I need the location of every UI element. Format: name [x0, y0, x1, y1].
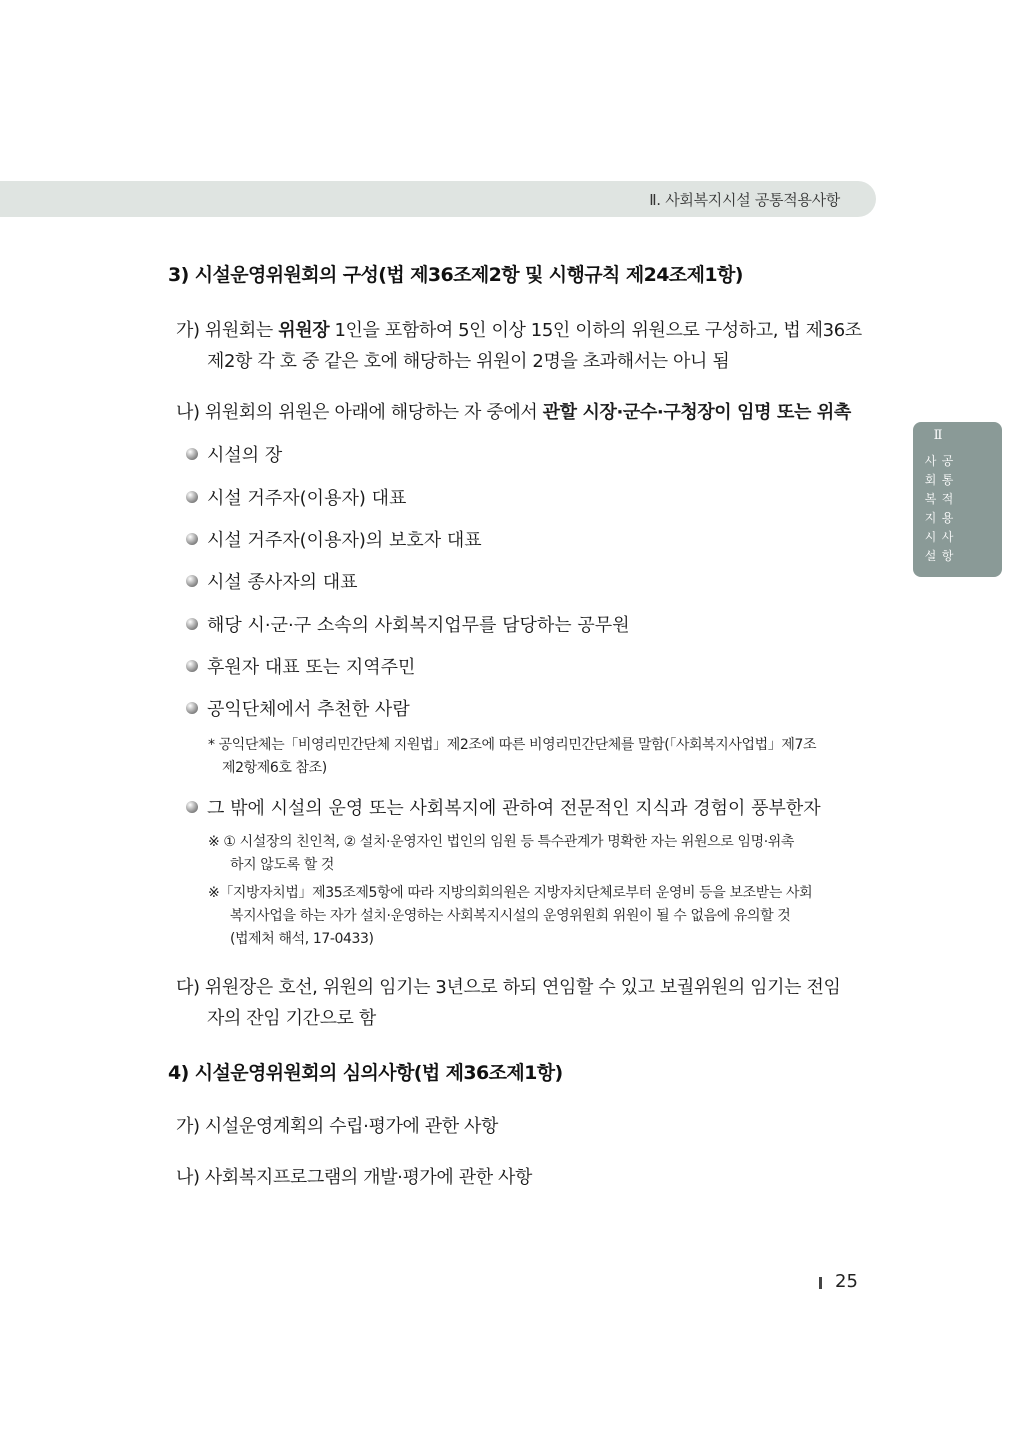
bullet-item [186, 794, 821, 820]
bullet-item [186, 526, 482, 552]
side-tab-char: 적 [941, 492, 954, 506]
note-related-persons-line-1: ※ ① 시설장의 친인척, ② 설치·운영자인 법인의 임원 등 특수관계가 명확한 자는 위원으로 임명·위촉 [208, 834, 795, 850]
bullet-text: 시설 거주자(이용자)의 보호자 대표 [207, 530, 482, 551]
bullet-text: 후원자 대표 또는 지역주민 [207, 657, 416, 678]
bullet-sphere-icon [186, 660, 198, 672]
bullet-text: 해당 시·군·구 소속의 사회복지업무를 담당하는 공무원 [207, 615, 630, 636]
side-tab-char: 공 [941, 454, 954, 468]
bullet-sphere-icon [186, 801, 198, 813]
bullet-item [186, 653, 415, 679]
paragraph-da-line-1: 다) 위원장은 호선, 위원의 임기는 3년으로 하되 연임할 수 있고 보궐위원의 임기는 전임 [176, 977, 841, 998]
running-header-title: Ⅱ. 사회복지시설 공통적용사항 [649, 191, 840, 209]
bullet-item [186, 611, 630, 637]
note-related-persons-line-2: 하지 않도록 할 것 [230, 857, 335, 873]
footnote-public-org-line-2: 제2항제6호 참조) [222, 760, 327, 776]
side-tab-char: 사 [924, 454, 937, 468]
paragraph-ga-suffix: 1인을 포함하여 5인 이상 15인 이하의 위원으로 구성하고, 법 제36조 [329, 320, 862, 341]
bullet-item [186, 695, 410, 721]
bullet-text: 시설 거주자(이용자) 대표 [207, 488, 407, 509]
side-tab-char: 용 [941, 511, 954, 525]
bullet-text: 그 밖에 시설의 운영 또는 사회복지에 관하여 전문적인 지식과 경험이 풍부한자 [207, 798, 821, 819]
side-tab-char: 사 [941, 530, 954, 544]
bullet-sphere-icon [186, 491, 198, 503]
bullet-item [186, 441, 282, 467]
paragraph-na-emphasis: 관할 시장·군수·구청장이 임명 또는 위촉 [542, 402, 851, 423]
running-header [0, 181, 876, 217]
side-tab-char: 항 [941, 549, 954, 563]
section-4-heading: 4) 시설운영위원회의 심의사항(법 제36조제1항) [168, 1062, 563, 1084]
side-tab-char: 설 [924, 549, 937, 563]
page-number: 25 [835, 1271, 858, 1292]
paragraph-ga-line-1 [176, 316, 862, 342]
bullet-sphere-icon [186, 533, 198, 545]
side-tab-char: 회 [924, 473, 937, 487]
side-tab-column-1 [923, 452, 938, 566]
paragraph-ga-emphasis: 위원장 [278, 320, 330, 341]
bullet-text: 공익단체에서 추천한 사람 [207, 699, 410, 720]
bullet-sphere-icon [186, 702, 198, 714]
bullet-sphere-icon [186, 618, 198, 630]
chapter-roman-numeral: Ⅱ [933, 428, 943, 443]
bullet-sphere-icon [186, 575, 198, 587]
section-3-heading: 3) 시설운영위원회의 구성(법 제36조제2항 및 시행규칙 제24조제1항) [168, 264, 743, 286]
side-tab-char: 시 [924, 530, 937, 544]
page-number-marker [819, 1277, 822, 1289]
section-4-item-ga: 가) 시설운영계획의 수립·평가에 관한 사항 [176, 1116, 499, 1137]
side-tab-column-2 [940, 452, 955, 566]
note-local-council-line-2: 복지사업을 하는 자가 설치·운영하는 사회복지시설의 운영위원회 위원이 될 수 없음에 유의할 것 [230, 908, 791, 924]
paragraph-ga-prefix: 가) 위원회는 [176, 320, 279, 341]
bullet-sphere-icon [186, 448, 198, 460]
paragraph-na-prefix: 나) 위원회의 위원은 아래에 해당하는 자 중에서 [176, 402, 543, 423]
bullet-item [186, 568, 358, 594]
note-local-council-line-1: ※「지방자치법」제35조제5항에 따라 지방의회의원은 지방자치단체로부터 운영비 등을 보조받는 사회 [208, 885, 813, 901]
paragraph-ga-line-2: 제2항 각 호 중 같은 호에 해당하는 위원이 2명을 초과해서는 아니 됨 [207, 351, 730, 372]
bullet-text: 시설의 장 [207, 445, 283, 466]
paragraph-da-line-2: 자의 잔임 기간으로 함 [207, 1008, 376, 1029]
bullet-text: 시설 종사자의 대표 [207, 572, 358, 593]
side-tab-char: 복 [924, 492, 937, 506]
side-tab-char: 지 [924, 511, 937, 525]
note-local-council-line-3: (법제처 해석, 17-0433) [230, 931, 374, 947]
bullet-item [186, 484, 406, 510]
section-4-item-na: 나) 사회복지프로그램의 개발·평가에 관한 사항 [176, 1167, 533, 1188]
paragraph-na [176, 398, 851, 424]
footnote-public-org-line-1: * 공익단체는「비영리민간단체 지원법」제2조에 따른 비영리민간단체를 말함(「사회복지사업법」제7조 [208, 737, 817, 753]
side-tab-char: 통 [941, 473, 954, 487]
chapter-side-tab [913, 422, 1002, 577]
